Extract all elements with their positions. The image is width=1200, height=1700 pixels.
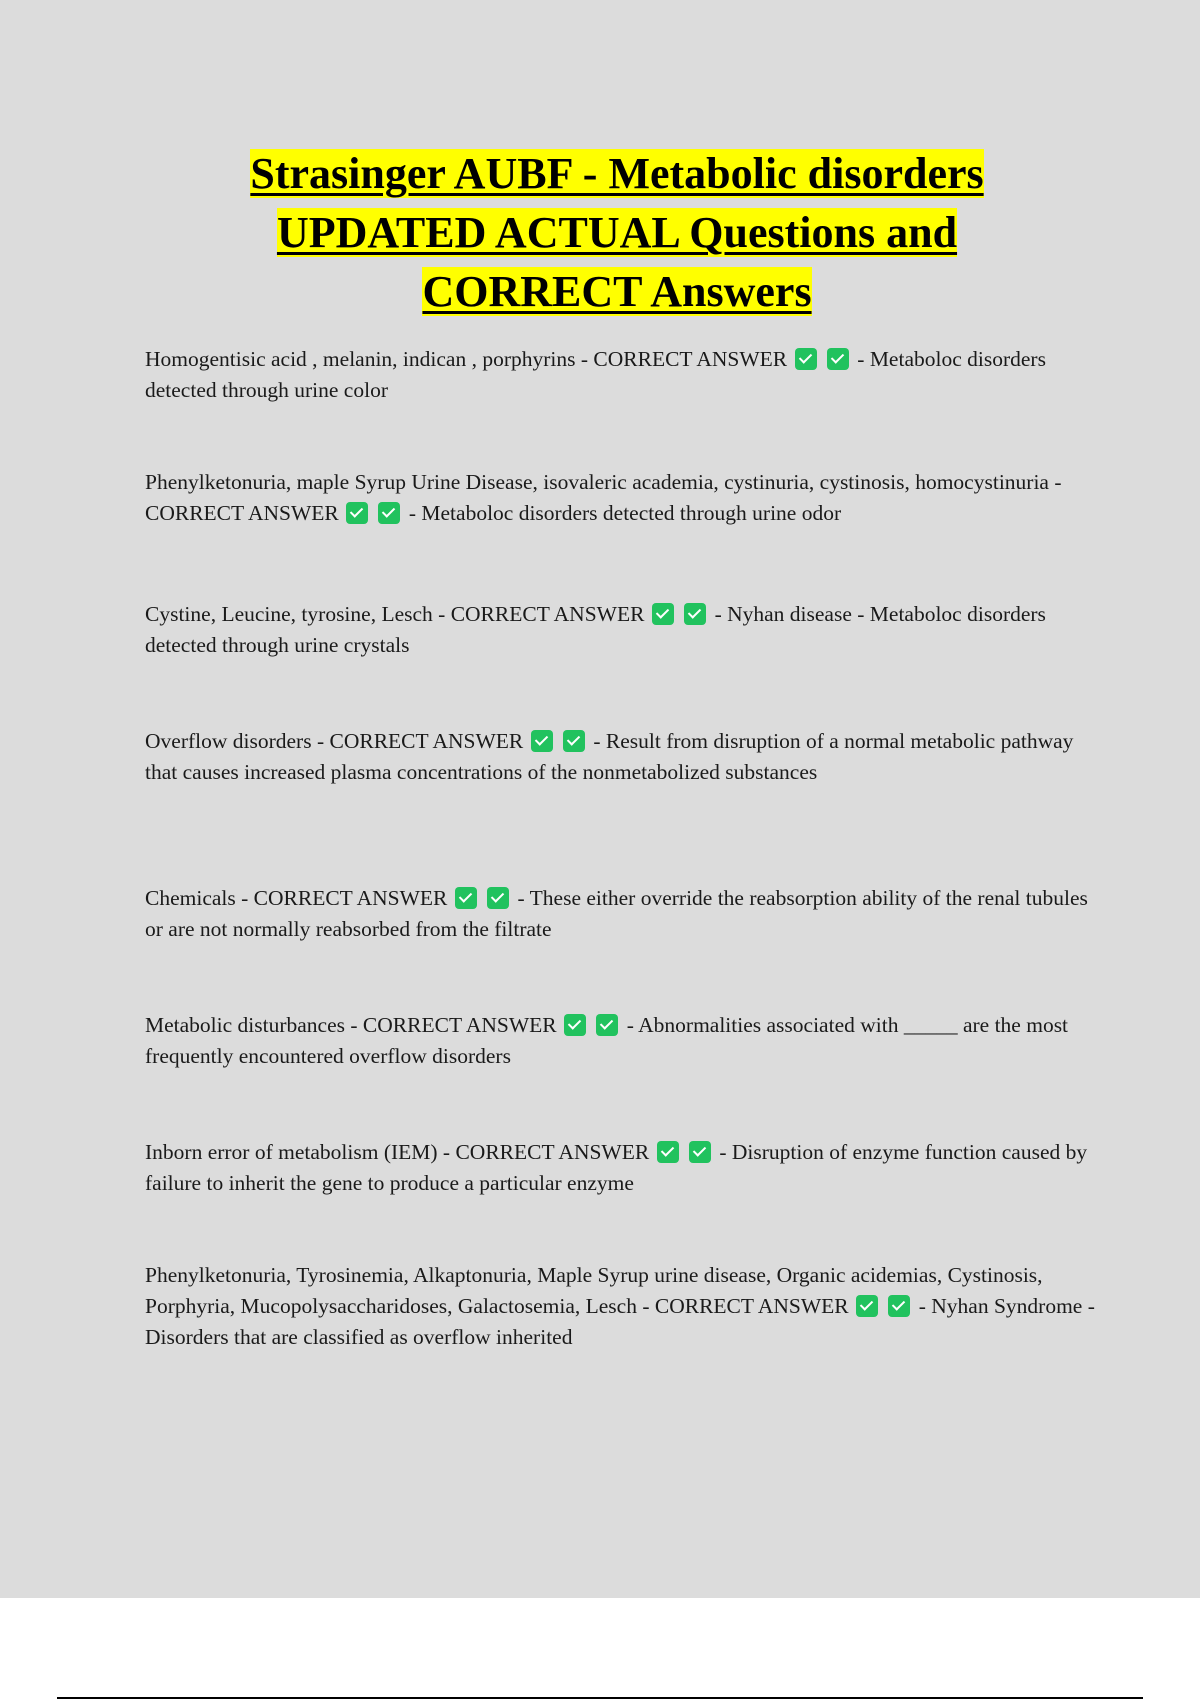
qa-answer: - Metaboloc disorders detected through urine color	[145, 347, 1046, 402]
check-box-icon	[795, 348, 817, 370]
qa-item	[145, 883, 1095, 945]
check-box-icon	[888, 1295, 910, 1317]
qa-question: Metabolic disturbances - CORRECT ANSWER	[145, 1013, 557, 1037]
check-box-icon	[378, 502, 400, 524]
check-box-icon	[856, 1295, 878, 1317]
qa-question: Overflow disorders - CORRECT ANSWER	[145, 729, 524, 753]
check-box-icon	[652, 603, 674, 625]
qa-question: Cystine, Leucine, tyrosine, Lesch - CORRECT ANSWER	[145, 602, 645, 626]
page-title	[60, 144, 1174, 321]
qa-answer: - Nyhan disease - Metaboloc disorders detected through urine crystals	[145, 602, 1046, 657]
qa-question: Phenylketonuria, maple Syrup Urine Disease, isovaleric academia, cystinuria, cystinosis, homocystinuria - CORRECT ANSWER	[145, 470, 1062, 525]
check-box-icon	[689, 1141, 711, 1163]
qa-item	[145, 1137, 1095, 1199]
footer-divider	[57, 1697, 1143, 1699]
qa-question: Phenylketonuria, Tyrosinemia, Alkaptonuria, Maple Syrup urine disease, Organic acidemias, Cystinosis, Porphyria, Mucopolysaccharidoses, Galactosemia, Lesch - CORRECT ANSWER	[145, 1263, 1043, 1318]
qa-question: Inborn error of metabolism (IEM) - CORRECT ANSWER	[145, 1140, 650, 1164]
qa-item	[145, 599, 1095, 661]
qa-item	[145, 726, 1095, 788]
title-line-3: CORRECT Answers	[422, 267, 812, 316]
qa-answer: - These either override the reabsorption ability of the renal tubules or are not normally reabsorbed from the filtrate	[145, 886, 1088, 941]
check-box-icon	[596, 1014, 618, 1036]
title-line-1: Strasinger AUBF - Metabolic disorders	[250, 149, 984, 198]
qa-item	[145, 467, 1095, 529]
qa-item	[145, 344, 1095, 406]
qa-answer: - Disruption of enzyme function caused by failure to inherit the gene to produce a particular enzyme	[145, 1140, 1088, 1195]
qa-item	[145, 1010, 1095, 1072]
check-box-icon	[827, 348, 849, 370]
qa-answer: - Abnormalities associated with _____ are the most frequently encountered overflow disorders	[145, 1013, 1069, 1068]
qa-answer: - Nyhan Syndrome - Disorders that are classified as overflow inherited	[145, 1294, 1095, 1349]
check-box-icon	[531, 730, 553, 752]
qa-answer: - Metaboloc disorders detected through urine odor	[408, 501, 842, 525]
check-box-icon	[564, 1014, 586, 1036]
check-box-icon	[455, 887, 477, 909]
qa-item	[145, 1260, 1095, 1353]
check-box-icon	[563, 730, 585, 752]
check-box-icon	[487, 887, 509, 909]
check-box-icon	[657, 1141, 679, 1163]
title-line-2: UPDATED ACTUAL Questions and	[276, 208, 958, 257]
qa-question: Homogentisic acid , melanin, indican , porphyrins - CORRECT ANSWER	[145, 347, 788, 371]
check-box-icon	[684, 603, 706, 625]
qa-answer: - Result from disruption of a normal metabolic pathway that causes increased plasma concentrations of the nonmetabolized substances	[145, 729, 1074, 784]
qa-question: Chemicals - CORRECT ANSWER	[145, 886, 448, 910]
check-box-icon	[346, 502, 368, 524]
